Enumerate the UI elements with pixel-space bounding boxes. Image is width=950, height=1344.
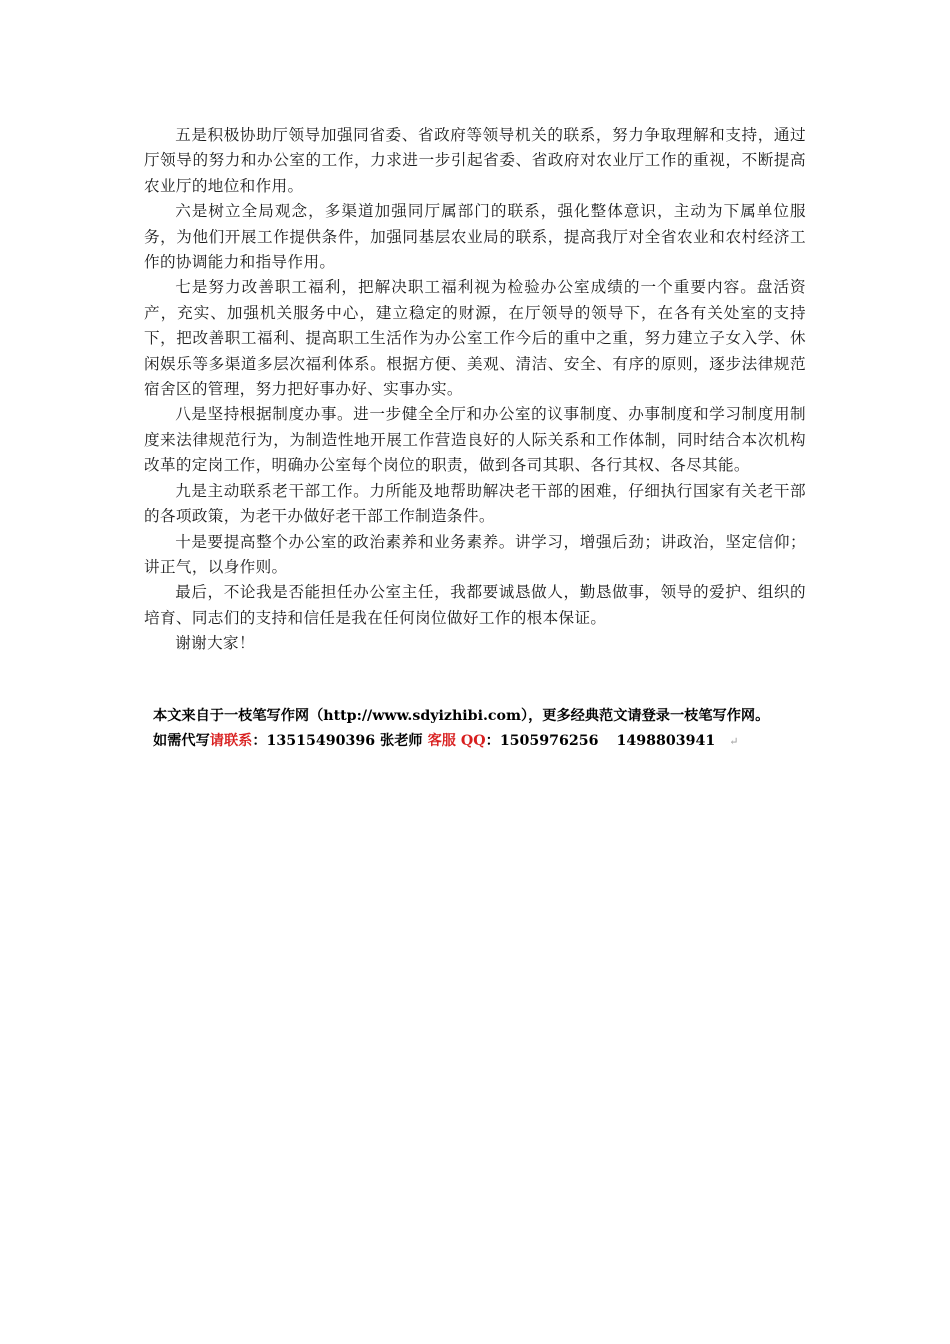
paragraph-thanks: 谢谢大家！: [175, 634, 255, 653]
paragraph-six: 六是树立全局观念，多渠道加强同厅属部门的联系，强化整体意识，主动为下属单位服务，为他们开展工作提供条件，加强同基层农业局的联系，提高我厅对全省农业和农村经济工作的协调能力和指导作用。: [144, 202, 806, 272]
paragraph-nine: 九是主动联系老干部工作。力所能及地帮助解决老干部的困难，仔细执行国家有关老干部的各项政策，为老干办做好老干部工作制造条件。: [144, 481, 806, 526]
footer-contact-label: 请联系: [209, 733, 253, 749]
footer-qq-primary: ：1505976256: [485, 733, 599, 749]
footer-contact-line: [153, 729, 833, 754]
paragraph-mark-icon: ↵: [729, 735, 739, 748]
paragraph-closing: 最后，不论我是否能担任办公室主任，我都要诚恳做人，勤恳做事，领导的爱护、组织的培育、同志们的支持和信任是我在任何岗位做好工作的根本保证。: [144, 583, 806, 627]
footer-qq-secondary: 1498803941: [616, 733, 716, 749]
paragraph-five: 五是积极协助厅领导加强同省委、省政府等领导机关的联系，努力争取理解和支持，通过厅领导的努力和办公室的工作，力求进一步引起省委、省政府对农业厅工作的重视，不断提高农业厅的地位和作用。: [144, 126, 806, 195]
footer-source-line: 本文来自于一枝笔写作网（http://www.sdyizhibi.com），更多经典范文请登录一枝笔写作网。: [153, 708, 770, 724]
paragraph-seven: 七是努力改善职工福利，把解决职工福利视为检验办公室成绩的一个重要内容。盘活资产，充实、加强机关服务中心，建立稳定的财源，在厅领导的领导下，在各有关处室的支持下，把改善职工福利、提高职工生活作为办公室工作今后的重中之重，努力建立子女入学、休闲娱乐等多渠道多层次福利体系。根据方便、美观、清洁、安全、有序的原则，逐步法律规范宿舍区的管理，努力把好事办好、实事办实。: [144, 278, 806, 399]
footer-service-label: 客服 QQ: [427, 733, 486, 749]
document-body: [144, 123, 806, 657]
footer-phone: ：13515490396 张老师: [252, 733, 423, 749]
paragraph-eight: 八是坚持根据制度办事。进一步健全全厅和办公室的议事制度、办事制度和学习制度用制度来法律规范行为，为制造性地开展工作营造良好的人际关系和工作体制，同时结合本次机构改革的定岗工作，明确办公室每个岗位的职责，做到各司其职、各行其权、各尽其能。: [144, 405, 806, 475]
footer-prefix: 如需代写: [153, 733, 210, 749]
paragraph-ten: 十是要提高整个办公室的政治素养和业务素养。讲学习，增强后劲；讲政治，坚定信仰；讲正气，以身作则。: [144, 532, 806, 576]
promo-footer: [153, 704, 833, 754]
